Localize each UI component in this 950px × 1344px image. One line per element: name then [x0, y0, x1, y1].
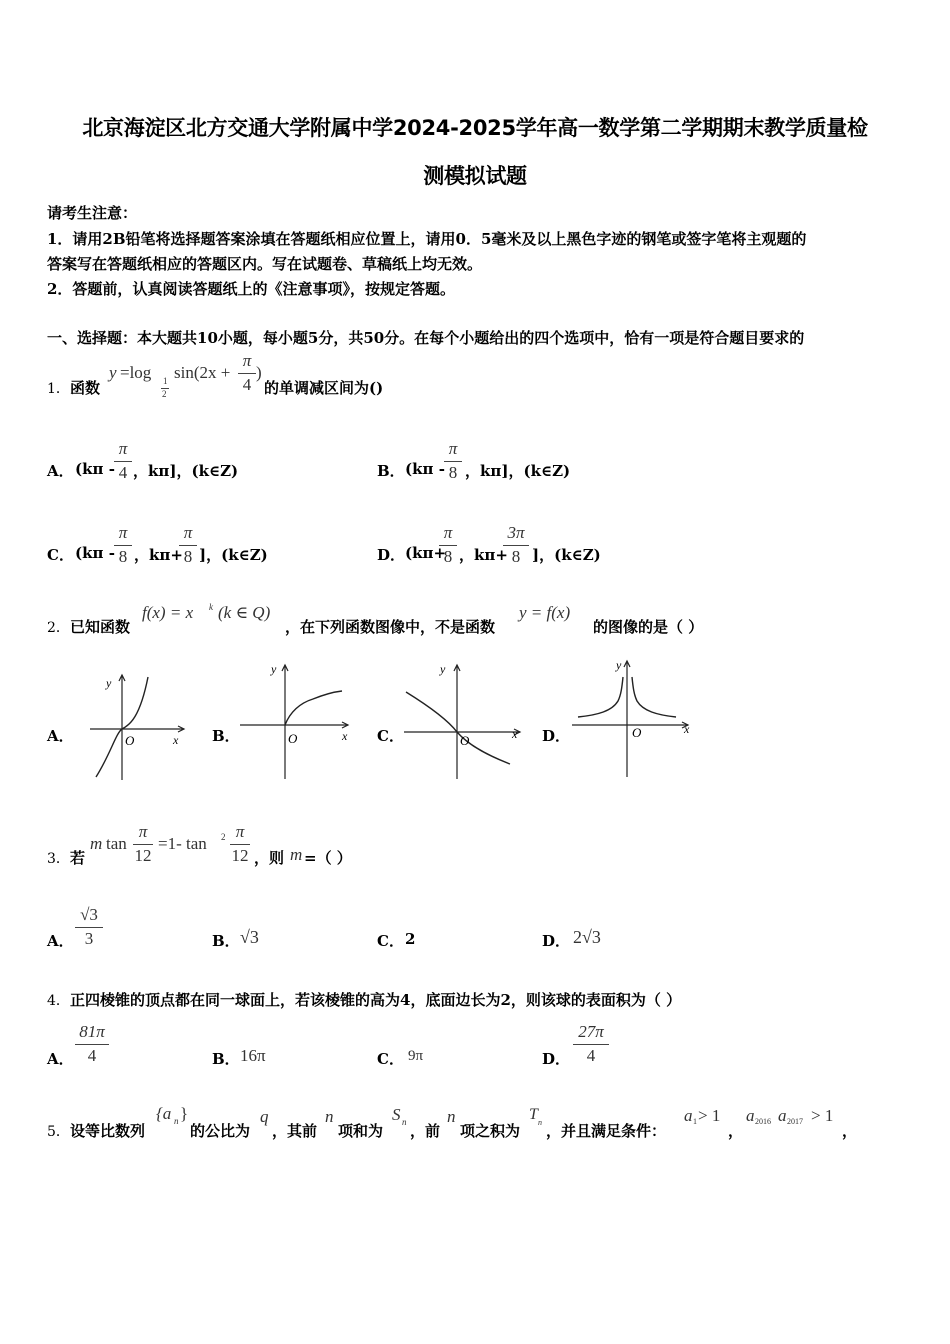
q1-option-c-num: π — [118, 523, 128, 542]
q2-graph-b-y-label: y — [271, 662, 277, 676]
q5-T: T — [529, 1106, 538, 1123]
q2-graph-a-y-label: y — [106, 676, 112, 690]
q3-option-b-label: B． — [212, 932, 240, 950]
q3-option-c-label: C． — [377, 932, 404, 950]
q3-expr-12-2: 12 — [231, 846, 249, 865]
q2-option-d-label[interactable]: D． — [542, 727, 571, 745]
q1-option-a-label: A． — [47, 462, 74, 480]
notice-item-2: 2．答题前，认真阅读答题纸上的《注意事项》，按规定答题。 — [47, 280, 455, 298]
q1-expr-pi: π — [242, 351, 252, 370]
notice-heading: 请考生注意： — [47, 204, 138, 222]
q4-option-b-value: 16π — [240, 1046, 266, 1065]
q1-log-base-num: 1 — [163, 376, 168, 386]
q3-expr-fraction-2 — [230, 823, 250, 865]
q2-graph-d-y-label: y — [616, 658, 622, 672]
q5-cond-2-sub-1: 2016 — [755, 1117, 771, 1126]
q1-prefix: 函数 — [70, 379, 101, 397]
q1-option-d-fraction-2 — [503, 524, 529, 566]
q4-option-a-den: 4 — [87, 1046, 97, 1065]
q5-cond-1-rest: > 1 — [698, 1106, 721, 1125]
q5-text-7: ，并且满足条件： — [546, 1122, 667, 1140]
q2-graph-c-y-label: y — [440, 662, 446, 676]
q5-cond-2-b: a — [778, 1106, 787, 1125]
q2-graph-c-curve — [406, 692, 510, 764]
q1-option-a-den: 4 — [118, 463, 128, 482]
q5-text-4: 项和为 — [338, 1122, 384, 1140]
q2-expr-1-sup: k — [209, 602, 213, 612]
q1-number: 1． — [47, 381, 70, 397]
q1-option-c-den2: 8 — [183, 547, 193, 566]
q2-graph-a[interactable] — [90, 665, 190, 785]
q5-T-sub: n — [538, 1118, 542, 1127]
q3-expr-square: 2 — [221, 832, 226, 842]
q1-option-b-fraction — [444, 440, 462, 482]
q5-S-sub: n — [402, 1117, 407, 1127]
q1-option-c-pre: (kπ - — [75, 544, 115, 562]
q3-option-c-value: 2 — [405, 930, 416, 948]
q2-graph-a-origin: O — [125, 733, 135, 748]
q4-option-c-value: 9π — [408, 1048, 424, 1064]
q2-prefix: 已知函数 — [70, 618, 131, 636]
q2-graph-c-x-label: x — [512, 727, 518, 741]
q3-option-b-value: √3 — [240, 927, 259, 947]
notice-item-1-line-2: 答案写在答题纸相应的答题区内。写在试题卷、草稿纸上均无效。 — [47, 255, 483, 273]
q3-prefix: 若 — [70, 849, 86, 867]
q3-expr-tan: tan — [106, 834, 127, 853]
page-title-line-1: 北京海淀区北方交通大学附属中学2024-2025学年高一数学第二学期期末教学质量检 — [82, 116, 868, 140]
q4-text: 正四棱锥的顶点都在同一球面上，若该棱锥的高为4，底面边长为2，则该球的表面积为（ ） — [70, 991, 682, 1009]
q5-text-1: 设等比数列 — [70, 1122, 146, 1140]
q1-expr-close: ) — [256, 363, 262, 382]
q3-option-a-den: 3 — [84, 929, 94, 948]
q1-option-d-mid: ，kπ+ — [459, 546, 508, 564]
q5-text-6: 项之积为 — [460, 1122, 521, 1140]
q5-text-3: ，其前 — [272, 1122, 318, 1140]
q1-option-d-label: D． — [377, 546, 406, 564]
q1-option-b-post: ，kπ]，(k∈Z) — [465, 462, 571, 480]
q4-number: 4． — [47, 993, 70, 1009]
q2-expr-2: y = f(x) — [519, 603, 571, 622]
q5-n-1: n — [325, 1107, 334, 1126]
q2-graph-d-origin: O — [632, 725, 642, 740]
q2-graph-a-x-label: x — [173, 733, 179, 747]
q1-option-a-num: π — [118, 439, 128, 458]
q5-text-2: 的公比为 — [190, 1122, 251, 1140]
q1-option-b-num: π — [448, 439, 458, 458]
notice-item-1-line-1: 1．请用2B铅笔将选择题答案涂填在答题纸相应位置上，请用0．5毫米及以上黑色字迹的钢笔或签字笔将主观题的 — [47, 230, 807, 248]
q4-option-a-fraction — [75, 1023, 109, 1065]
q1-option-c-fraction-2 — [179, 524, 197, 566]
q4-option-d-fraction — [573, 1023, 609, 1065]
q5-q: q — [260, 1107, 269, 1126]
q2-suffix: 的图像的是（ ） — [593, 618, 704, 636]
q2-graph-d-x-label: x — [684, 722, 690, 736]
q5-comma: ， — [728, 1122, 744, 1140]
q2-graph-c-origin: O — [460, 733, 470, 748]
q1-option-b-label: B． — [377, 462, 405, 480]
q5-cond-2-sub-2: 2017 — [787, 1117, 803, 1126]
q2-graph-c[interactable] — [402, 657, 527, 782]
q1-option-b-den: 8 — [448, 463, 458, 482]
q5-n-2: n — [447, 1107, 456, 1126]
section-heading: 一、选择题：本大题共10小题，每小题5分，共50分。在每个小题给出的四个选项中，恰有一项是符合题目要求的 — [47, 329, 805, 347]
q1-option-d-fraction-1 — [439, 524, 457, 566]
q1-expr-fraction — [238, 352, 256, 394]
q4-option-d-den: 4 — [586, 1046, 596, 1065]
q5-number: 5． — [47, 1124, 70, 1140]
q3-expr-eq: =1- tan — [158, 834, 207, 853]
q1-log-base-den: 2 — [162, 389, 167, 399]
q2-graph-b-curve — [285, 691, 342, 725]
q2-middle: ，在下列函数图像中，不是函数 — [285, 618, 496, 636]
q3-suffix: ，则 — [254, 849, 285, 867]
q2-graph-b[interactable] — [238, 657, 358, 782]
q1-option-c-fraction-1 — [114, 524, 132, 566]
q3-expr-pi: π — [138, 822, 148, 841]
q5-S: S — [392, 1105, 401, 1124]
q1-option-c-post: ]，(k∈Z) — [199, 546, 268, 564]
q1-option-d-pre: (kπ+ — [405, 544, 447, 562]
q1-option-a-pre: (kπ - — [75, 460, 115, 478]
q1-expr-four: 4 — [242, 375, 252, 394]
q5-cond-1-a: a — [684, 1106, 693, 1125]
page-title-line-2: 测模拟试题 — [423, 164, 527, 188]
q2-graph-b-x-label: x — [342, 729, 348, 743]
q5-end: ， — [842, 1122, 858, 1140]
q4-option-a-num: 81π — [79, 1022, 105, 1041]
q1-expr-log: =log — [120, 363, 152, 382]
q1-option-c-den: 8 — [118, 547, 128, 566]
q1-option-d-den2: 8 — [511, 547, 521, 566]
q1-option-d-num: π — [443, 523, 453, 542]
q3-suffix-m: m — [290, 845, 303, 864]
q2-option-a-label[interactable]: A． — [47, 727, 74, 745]
q2-option-c-label[interactable]: C． — [377, 727, 404, 745]
q1-suffix: 的单调减区间为() — [264, 379, 384, 397]
q5-text-5: ，前 — [410, 1122, 441, 1140]
q1-option-c-mid: ，kπ+ — [134, 546, 183, 564]
q5-seq-sub: n — [174, 1116, 179, 1126]
q5-seq-close: } — [180, 1104, 189, 1123]
q3-expr-fraction-1 — [133, 823, 153, 865]
q3-option-a-label: A． — [47, 932, 74, 950]
q2-graph-d-curve-right — [632, 677, 676, 717]
q1-option-d-num2: 3π — [507, 523, 525, 542]
q1-expr-y: y — [109, 363, 117, 382]
q2-expr-1: f(x) = x — [142, 603, 194, 622]
q2-graph-d[interactable] — [570, 655, 700, 780]
q2-graph-d-curve-left — [578, 677, 623, 717]
q1-expr-sin: sin(2x + — [174, 363, 231, 382]
q1-option-d-den: 8 — [443, 547, 453, 566]
q1-option-b-pre: (kπ - — [405, 460, 445, 478]
q3-option-d-label: D． — [542, 932, 571, 950]
q5-seq: {a — [156, 1104, 172, 1123]
q1-option-a-fraction — [114, 440, 132, 482]
q1-option-c-label: C． — [47, 546, 74, 564]
q1-option-c-num2: π — [183, 523, 193, 542]
q3-suffix-end: =（ ） — [304, 849, 352, 867]
q1-option-d-post: ]，(k∈Z) — [532, 546, 601, 564]
q2-number: 2． — [47, 620, 70, 636]
q5-cond-1-sub: 1 — [693, 1117, 697, 1126]
q4-option-b-label: B． — [212, 1050, 240, 1068]
q4-option-d-num: 27π — [578, 1022, 604, 1041]
q3-number: 3． — [47, 851, 70, 867]
q2-option-b-label[interactable]: B． — [212, 727, 240, 745]
q4-option-c-label: C． — [377, 1050, 404, 1068]
q2-graph-b-origin: O — [288, 731, 298, 746]
q3-expr-pi-2: π — [235, 822, 245, 841]
q3-option-a-fraction — [75, 906, 103, 948]
q3-expr-12: 12 — [134, 846, 152, 865]
q4-option-a-label: A． — [47, 1050, 74, 1068]
q4-option-d-label: D． — [542, 1050, 571, 1068]
q3-option-a-num: √3 — [80, 905, 98, 924]
q1-option-a-post: ，kπ]，(k∈Z) — [133, 462, 239, 480]
q3-option-d-value: 2√3 — [573, 927, 601, 947]
q5-cond-2-a: a — [746, 1106, 755, 1125]
q5-cond-2-rest: > 1 — [811, 1106, 834, 1125]
q3-expr-m: m — [90, 834, 103, 853]
q2-expr-1-cond: (k ∈ Q) — [218, 603, 271, 622]
